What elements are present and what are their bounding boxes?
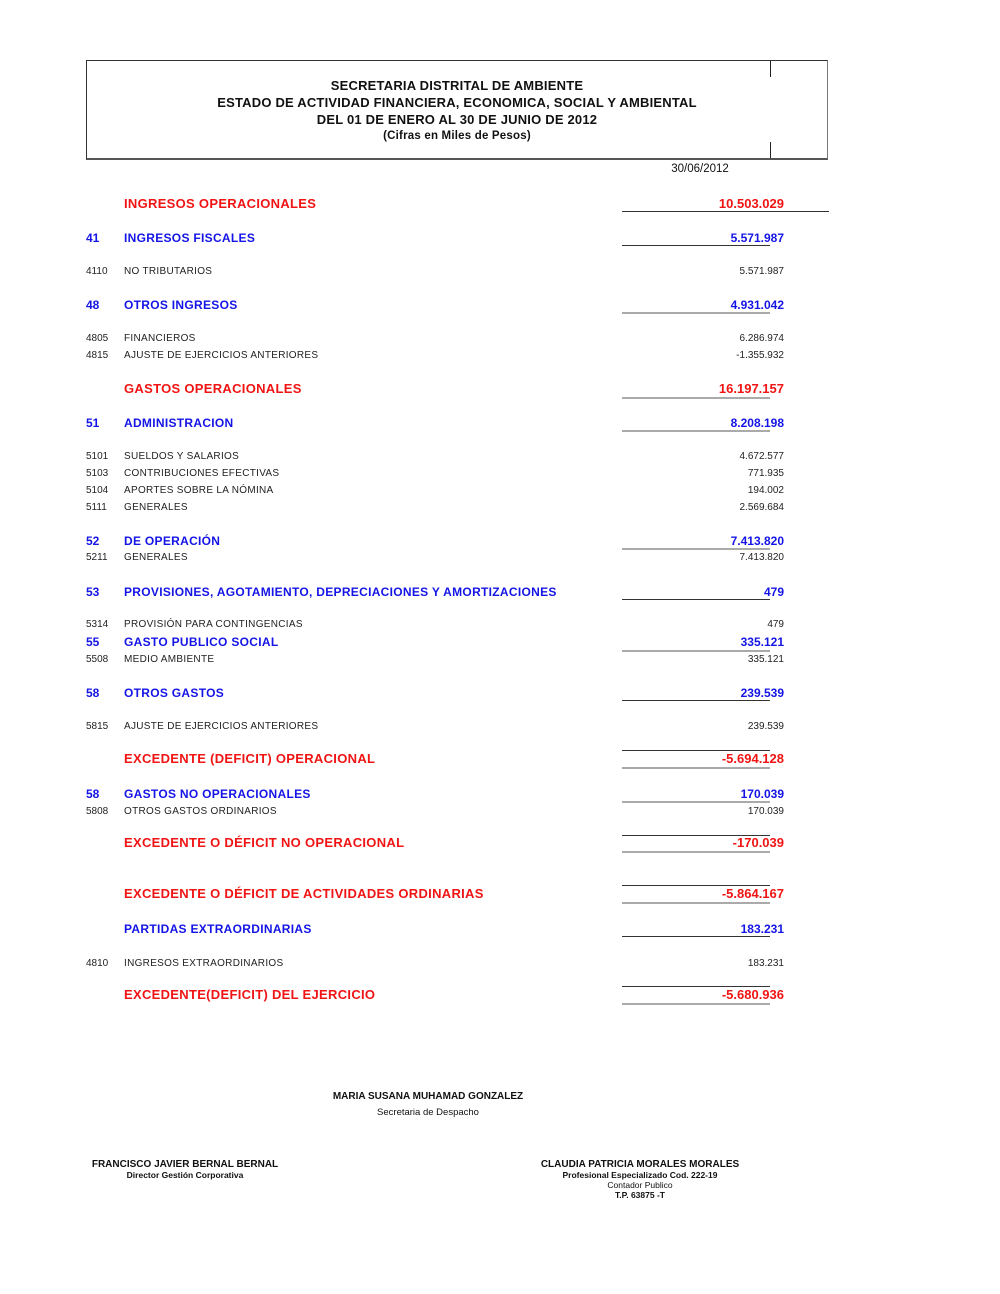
account-value: -5.680.936 xyxy=(721,987,784,1002)
account-code: 5314 xyxy=(86,619,109,630)
signer-name: CLAUDIA PATRICIA MORALES MORALES xyxy=(540,1159,740,1170)
account-label: EXCEDENTE (DEFICIT) OPERACIONAL xyxy=(124,751,376,766)
statement-row xyxy=(86,552,786,568)
account-code: 41 xyxy=(86,231,100,245)
underline xyxy=(622,430,770,432)
statement-row xyxy=(86,485,786,501)
account-code: 4110 xyxy=(86,266,108,277)
account-label: CONTRIBUCIONES EFECTIVAS xyxy=(124,468,280,479)
account-value: 7.413.820 xyxy=(730,534,784,548)
statement-row xyxy=(86,381,786,397)
account-value: 479 xyxy=(767,619,784,630)
report-period: DEL 01 DE ENERO AL 30 DE JUNIO DE 2012 xyxy=(316,112,598,127)
account-label: GASTO PUBLICO SOCIAL xyxy=(124,635,279,649)
account-label: OTROS INGRESOS xyxy=(124,298,238,312)
statement-row xyxy=(86,958,786,974)
statement-row xyxy=(86,350,786,366)
account-label: AJUSTE DE EJERCICIOS ANTERIORES xyxy=(124,721,319,732)
account-value: 4.672.577 xyxy=(739,451,784,462)
account-value: -170.039 xyxy=(732,835,784,850)
underline xyxy=(622,801,770,803)
account-value: 183.231 xyxy=(747,958,784,969)
account-label: INGRESOS EXTRAORDINARIOS xyxy=(124,958,284,969)
account-code: 5101 xyxy=(86,451,109,462)
account-value: 239.539 xyxy=(740,686,784,700)
entity-name: SECRETARIA DISTRITAL DE AMBIENTE xyxy=(330,78,584,93)
account-value: 6.286.974 xyxy=(739,333,784,344)
account-code: 48 xyxy=(86,298,100,312)
account-label: PROVISIÓN PARA CONTINGENCIAS xyxy=(124,619,303,630)
account-label: FINANCIEROS xyxy=(124,333,196,344)
account-label: GASTOS OPERACIONALES xyxy=(124,381,302,396)
report-title: ESTADO DE ACTIVIDAD FINANCIERA, ECONOMICA, SOCIAL Y AMBIENTAL xyxy=(217,95,697,110)
signer-name: MARIA SUSANA MUHAMAD GONZALEZ xyxy=(332,1091,524,1102)
account-value: 335.121 xyxy=(747,654,784,665)
account-label: INGRESOS OPERACIONALES xyxy=(124,196,317,211)
header-divider-top xyxy=(770,61,771,77)
account-label: DE OPERACIÓN xyxy=(124,534,221,548)
underline xyxy=(622,902,770,904)
underline xyxy=(622,767,770,769)
report-units: (Cifras en Miles de Pesos) xyxy=(383,130,531,142)
statement-row xyxy=(86,196,786,212)
account-code: 51 xyxy=(86,416,100,430)
account-value: 183.231 xyxy=(740,922,784,936)
statement-row xyxy=(86,468,786,484)
account-label: OTROS GASTOS xyxy=(124,686,225,700)
signature-right xyxy=(520,1159,760,1200)
account-value: 170.039 xyxy=(747,806,784,817)
signer-role: Secretaria de Despacho xyxy=(377,1107,479,1118)
account-label: GASTOS NO OPERACIONALES xyxy=(124,787,311,801)
underline xyxy=(622,650,770,652)
signer-license: T.P. 63875 -T xyxy=(615,1190,665,1200)
underline xyxy=(622,397,770,399)
account-value: 479 xyxy=(763,585,784,599)
underline xyxy=(622,936,770,937)
statement-row xyxy=(86,751,786,767)
statement-row xyxy=(86,654,786,670)
account-value: 16.197.157 xyxy=(718,381,784,396)
statement-row xyxy=(86,451,786,467)
account-value: -5.694.128 xyxy=(721,751,784,766)
underline xyxy=(622,1003,770,1005)
account-value: 5.571.987 xyxy=(730,231,784,245)
statement-row xyxy=(86,886,786,902)
statement-row xyxy=(86,502,786,518)
account-code: 5104 xyxy=(86,485,109,496)
account-label: GENERALES xyxy=(124,552,188,563)
signer-name: FRANCISCO JAVIER BERNAL BERNAL xyxy=(91,1159,279,1170)
account-label: PROVISIONES, AGOTAMIENTO, DEPRECIACIONES Y AMORTIZACIONES xyxy=(124,585,557,599)
underline xyxy=(622,548,770,550)
account-value: 170.039 xyxy=(740,787,784,801)
account-label: GENERALES xyxy=(124,502,188,513)
account-label: EXCEDENTE O DÉFICIT DE ACTIVIDADES ORDINARIAS xyxy=(124,886,484,901)
underline xyxy=(622,700,770,701)
statement-row xyxy=(86,835,786,851)
account-label: EXCEDENTE(DEFICIT) DEL EJERCICIO xyxy=(124,987,376,1002)
account-value: 335.121 xyxy=(740,635,784,649)
account-code: 58 xyxy=(86,686,100,700)
underline xyxy=(622,851,770,853)
account-code: 5815 xyxy=(86,721,109,732)
account-value: -5.864.167 xyxy=(721,886,784,901)
statement-row xyxy=(86,333,786,349)
account-value: 7.413.820 xyxy=(739,552,784,563)
account-value: 2.569.684 xyxy=(739,502,784,513)
account-code: 5808 xyxy=(86,806,109,817)
header-divider-bottom xyxy=(770,142,771,158)
account-label: APORTES SOBRE LA NÓMINA xyxy=(124,485,274,496)
account-value: 5.571.987 xyxy=(739,266,784,277)
account-label: INGRESOS FISCALES xyxy=(124,231,256,245)
signature-center xyxy=(300,1091,556,1118)
account-label: OTROS GASTOS ORDINARIOS xyxy=(124,806,277,817)
statement-row xyxy=(86,635,786,651)
statement-row xyxy=(86,721,786,737)
account-label: NO TRIBUTARIOS xyxy=(124,266,213,277)
statement-row xyxy=(86,619,786,635)
signer-role: Profesional Especializado Cod. 222-19 xyxy=(562,1170,718,1180)
underline xyxy=(622,211,829,212)
account-label: MEDIO AMBIENTE xyxy=(124,654,215,665)
signer-role: Director Gestión Corporativa xyxy=(126,1170,244,1180)
account-code: 5508 xyxy=(86,654,109,665)
signer-title: Contador Publico xyxy=(607,1180,673,1190)
account-label: SUELDOS Y SALARIOS xyxy=(124,451,240,462)
account-label: EXCEDENTE O DÉFICIT NO OPERACIONAL xyxy=(124,835,405,850)
account-code: 4810 xyxy=(86,958,109,969)
account-label: ADMINISTRACION xyxy=(124,416,234,430)
column-date: 30/06/2012 xyxy=(671,163,729,175)
account-value: 771.935 xyxy=(747,468,784,479)
account-code: 4815 xyxy=(86,350,109,361)
account-value: 239.539 xyxy=(747,721,784,732)
account-value: 10.503.029 xyxy=(718,196,784,211)
account-value: 8.208.198 xyxy=(730,416,784,430)
statement-row xyxy=(86,987,786,1003)
report-header xyxy=(86,60,828,160)
account-label: PARTIDAS EXTRAORDINARIAS xyxy=(124,922,312,936)
account-value: 194.002 xyxy=(747,485,784,496)
account-value: 4.931.042 xyxy=(730,298,784,312)
account-code: 4805 xyxy=(86,333,109,344)
account-code: 5103 xyxy=(86,468,109,479)
account-code: 58 xyxy=(86,787,100,801)
account-code: 53 xyxy=(86,585,100,599)
signature-left xyxy=(80,1159,290,1180)
account-value: -1.355.932 xyxy=(736,350,784,361)
underline xyxy=(622,245,770,246)
account-code: 5211 xyxy=(86,552,108,563)
account-code: 52 xyxy=(86,534,100,548)
account-code: 5111 xyxy=(86,502,107,513)
account-code: 55 xyxy=(86,635,100,649)
underline xyxy=(622,599,770,600)
account-label: AJUSTE DE EJERCICIOS ANTERIORES xyxy=(124,350,319,361)
statement-row xyxy=(86,806,786,822)
statement-row xyxy=(86,266,786,282)
underline xyxy=(622,312,770,314)
